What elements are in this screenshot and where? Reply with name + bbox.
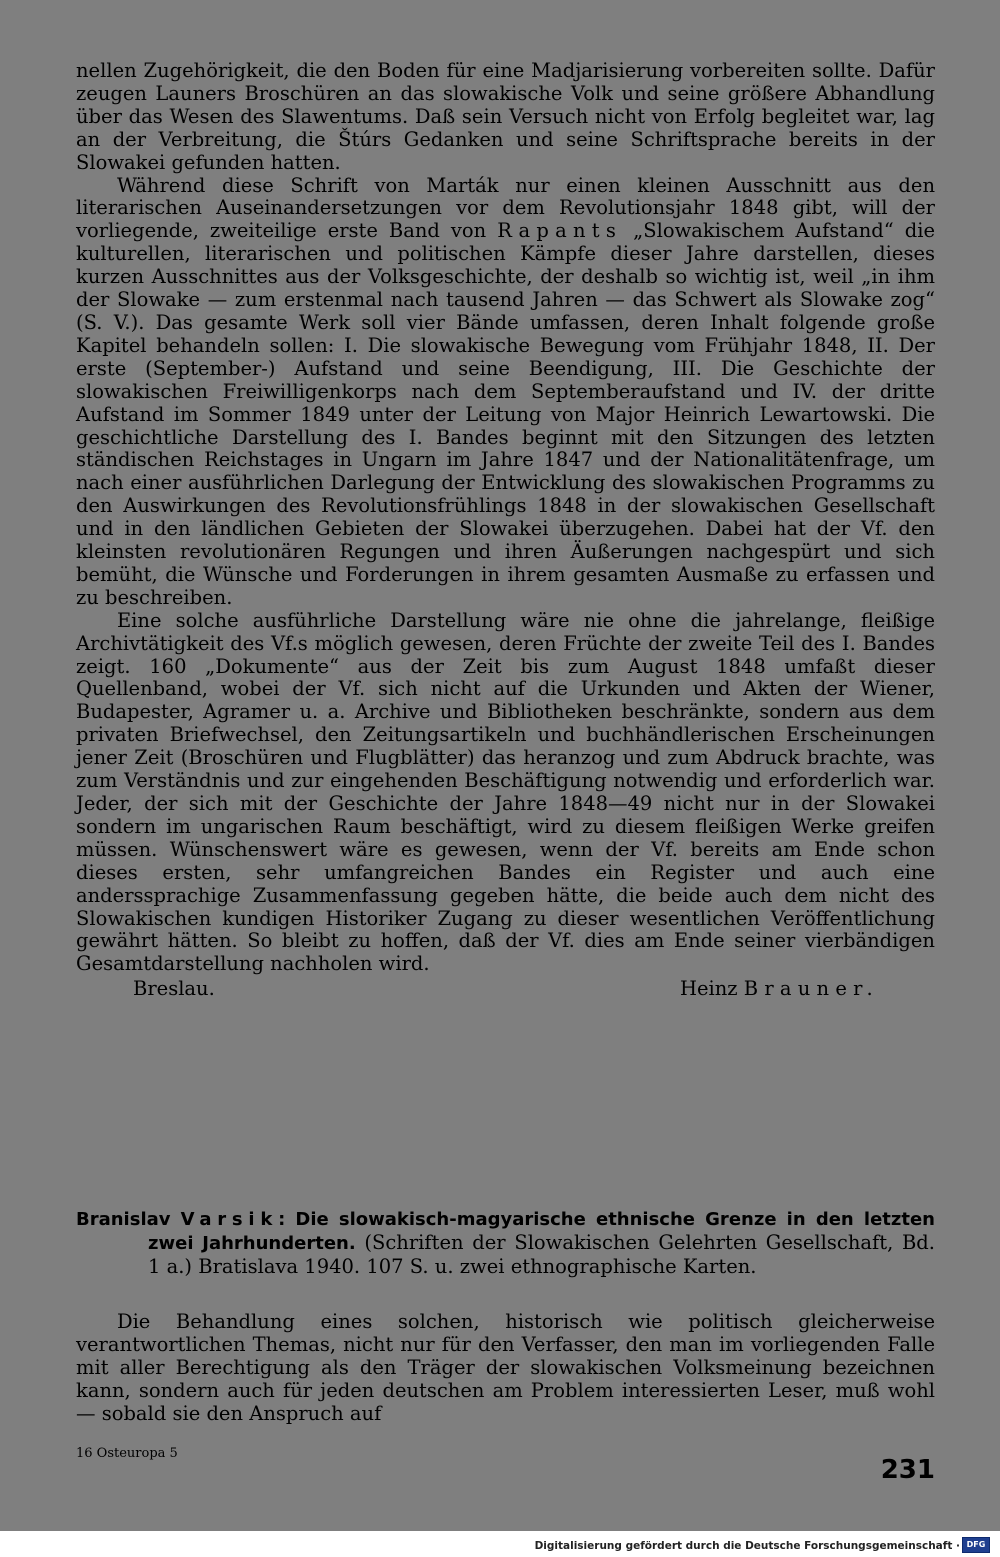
signature-line [76, 978, 935, 1001]
review-details: (Schriften der Slowakischen Gelehrten Gesellschaft, Bd. 1 a.) Bratislava 1940. 107 S. u. zwei ethnographische Karten. [148, 1230, 935, 1278]
paragraph-2 [76, 175, 935, 610]
review-paragraph: Die Behandlung eines solchen, historisch wie politisch gleicherweise verantwortlichen Themas, nicht nur für den Verfasser, den man im vorliegenden Falle mit aller Berechtigung als den Träger der slowakischen Volksmeinung bezeichnen kann, sondern auch für jeden deutschen am Problem interessierten Leser, muß wohl — sobald sie den Anspruch auf [76, 1310, 935, 1425]
signature-surname: Brauner. [743, 977, 879, 1001]
review-title: Die slowakisch-magyarische ethnische Grenze in den letzten zwei Jahrhunderten. [148, 1209, 935, 1254]
paragraph-1: nellen Zugehörigkeit, die den Boden für eine Madjarisierung vorbereiten sollte. Dafür zeugen Launers Broschüren an das slowakische Volk und seine größere Abhandlung über das Wesen des Slawentums. Daß sein Versuch nicht von Erfolg begleitet war, lag an der Verbreitung, die Štúrs Gedanken und seine Schriftsprache bereits in der Slowakei gefunden hatten. [76, 59, 935, 174]
credit-bar [0, 1531, 1000, 1557]
review-author-surname: Varsik [180, 1209, 279, 1230]
author-name-rapant: Rapants [497, 219, 623, 243]
dfg-logo: DFG [962, 1537, 990, 1553]
signature-place: Breslau. [133, 977, 215, 1001]
review-heading [76, 1208, 935, 1279]
paragraph-2-start: Während diese Schrift von Marták nur einen kleinen Ausschnitt aus den literarischen Auseinandersetzungen vor dem Revolutionsjahr 1848 gibt, will der vorliegende, zweiteilige erste Band von [76, 173, 935, 243]
paragraph-3: Eine solche ausführliche Darstellung wäre nie ohne die jahrelange, fleißige Archivtätigkeit des Vf.s möglich gewesen, deren Früchte der zweite Teil des I. Bandes zeigt. 160 „Dokumente“ aus der Zeit bis zum August 1848 umfaßt dieser Quellenband, wobei der Vf. sich nicht auf die Urkunden und Akten der Wiener, Budapester, Agramer u. a. Archive und Bibliotheken beschränkte, sondern aus dem privaten Briefwechsel, den Zeitungsartikeln und buchhändlerischen Erscheinungen jener Zeit (Broschüren und Flugblätter) das heranzog und zum Abdruck brachte, was zum Verständnis und zur eingehenden Beschäftigung notwendig und erforderlich war. Jeder, der sich mit der Geschichte der Jahre 1848—49 nicht nur in der Slowakei sondern im ungarischen Raum beschäftigt, wird zu diesem fleißigen Werke greifen müssen. Wünschenswert wäre es gewesen, wenn der Vf. bereits am Ende schon dieses ersten, sehr umfangreichen Bandes ein Register und auch eine anderssprachige Zusammenfassung gegeben hätte, die beide auch dem nicht des Slowakischen kundigen Historiker Zugang zu dieser wesentlichen Veröffentlichung gewährt hätten. So bleibt zu hoffen, daß der Vf. dies am Ende seiner vierbändigen Gesamtdarstellung nachholen wird. [76, 608, 935, 976]
paragraph-2-rest: „Slowakischem Aufstand“ die kulturellen, literarischen und politischen Kämpfe dieser Jahre darstellen, dieses kurzen Ausschnittes aus der Volksgeschichte, der deshalb so wichtig ist, weil „in ihm der Slowake — zum erstenmal nach tausend Jahren — das Schwert als Slowake zog“ (S. V.). Das gesamte Werk soll vier Bände umfassen, deren Inhalt folgende große Kapitel behandeln sollen: I. Die slowakische Bewegung vom Frühjahr 1848, II. Der erste (September-) Aufstand und seine Beendigung, III. Die Geschichte der slowakischen Freiwilligenkorps nach dem Septemberaufstand und IV. der dritte Aufstand im Sommer 1849 unter der Leitung von Major Heinrich Lewartowski. Die geschichtliche Darstellung des I. Bandes beginnt mit den Sitzungen des letzten ständischen Reichstages in Ungarn im Jahre 1847 und der Nationalitätenfrage, um nach einer ausführlichen Darlegung der Entwicklung des slowakischen Programms zu den Auswirkungen des Revolutionsfrühlings 1848 in der slowakischen Gesellschaft und in den ländlichen Gebieten der Slowakei überzugehen. Dabei hat der Vf. den kleinsten revolutionären Regungen und ihren Äußerungen nachgespürt und sich bemüht, die Wünsche und Forderungen in ihrem gesamten Ausmaße zu erfassen und zu beschreiben. [76, 219, 935, 609]
review-author: Branislav Varsik: [76, 1209, 286, 1230]
page-number: 231 [880, 1455, 935, 1485]
review-body [76, 1311, 935, 1426]
funding-credit: Digitalisierung gefördert durch die Deutsche Forschungsgemeinschaft · [534, 1540, 960, 1552]
article-body [76, 60, 935, 1001]
signature-author: Heinz Brauner. [679, 977, 879, 1001]
printer-signature: 16 Osteuropa 5 [76, 1446, 178, 1461]
